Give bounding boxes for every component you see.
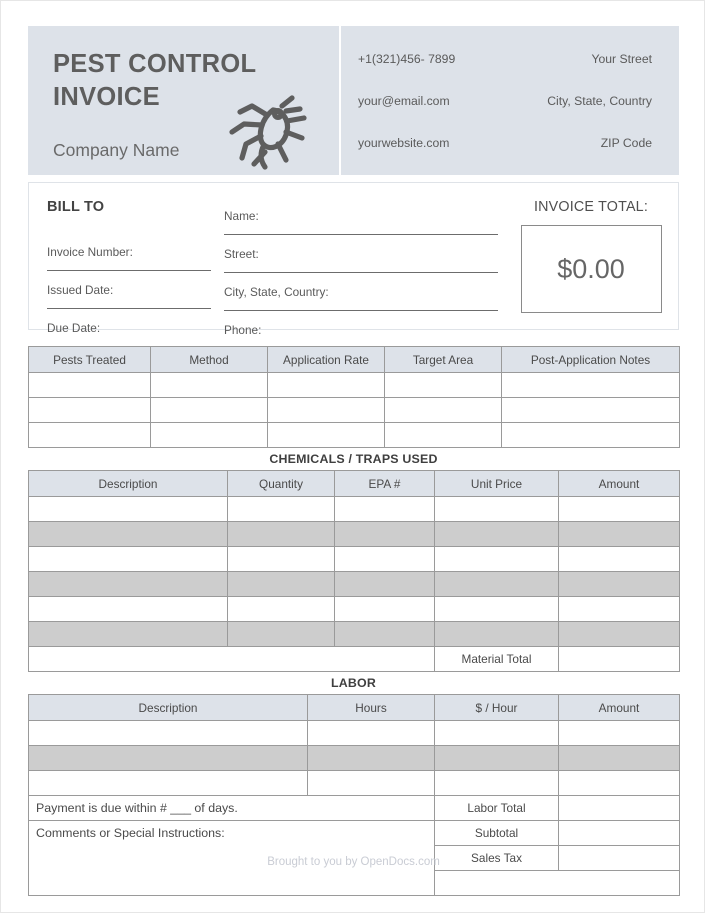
customer-phone-field[interactable] [224, 311, 498, 349]
column-header-post-application-notes: Post-Application Notes [502, 347, 680, 373]
spacer-cell [29, 647, 435, 672]
cell-description[interactable] [29, 522, 228, 547]
cell-unit-price[interactable] [435, 622, 559, 647]
cell-pests-treated[interactable] [29, 373, 151, 398]
column-header-epa-number: EPA # [335, 471, 435, 497]
company-name: Company Name [53, 140, 180, 160]
subtotal-label: Subtotal [435, 821, 559, 846]
grand-total-label: TOTAL [435, 871, 680, 896]
contact-row [358, 122, 652, 164]
material-total-value[interactable] [559, 647, 680, 672]
invoice-number-field[interactable] [47, 233, 211, 271]
column-header-description: Description [29, 471, 228, 497]
payment-terms-text[interactable]: Payment is due within # ___ of days. [29, 796, 435, 821]
material-total-row [29, 647, 680, 672]
cell-amount[interactable] [559, 497, 680, 522]
cell-hours[interactable] [308, 771, 435, 796]
cell-amount[interactable] [559, 572, 680, 597]
customer-street-label: Street: [224, 246, 259, 261]
column-header-quantity: Quantity [228, 471, 335, 497]
title-line-1: PEST CONTROL [53, 50, 257, 78]
customer-name-label: Name: [224, 208, 259, 223]
cell-post-application-notes[interactable] [502, 423, 680, 448]
cell-hours[interactable] [308, 746, 435, 771]
cell-amount[interactable] [559, 522, 680, 547]
table-row [29, 398, 680, 423]
column-header-amount: Amount [559, 471, 680, 497]
bug-icon [216, 88, 312, 174]
cell-description[interactable] [29, 497, 228, 522]
header-contact-block [341, 26, 679, 175]
cell-epa-number[interactable] [335, 497, 435, 522]
company-website: yourwebsite.com [358, 135, 450, 150]
cell-description[interactable] [29, 597, 228, 622]
cell-target-area[interactable] [385, 373, 502, 398]
cell-epa-number[interactable] [335, 597, 435, 622]
cell-method[interactable] [151, 423, 268, 448]
cell-quantity[interactable] [228, 497, 335, 522]
cell-target-area[interactable] [385, 423, 502, 448]
cell-post-application-notes[interactable] [502, 398, 680, 423]
table-row [29, 572, 680, 597]
cell-target-area[interactable] [385, 398, 502, 423]
bill-to-mid-column [224, 183, 504, 337]
invoice-number-label: Invoice Number: [47, 244, 133, 259]
table-row [29, 622, 680, 647]
bill-to-title: BILL TO [47, 199, 105, 215]
issued-date-field[interactable] [47, 271, 211, 309]
company-email: your@email.com [358, 93, 450, 108]
due-date-field[interactable] [47, 309, 211, 347]
comments-row [29, 821, 680, 846]
column-header-method: Method [151, 347, 268, 373]
cell-epa-number[interactable] [335, 622, 435, 647]
cell-epa-number[interactable] [335, 547, 435, 572]
column-header-pests-treated: Pests Treated [29, 347, 151, 373]
cell-unit-price[interactable] [435, 597, 559, 622]
table-row [29, 522, 680, 547]
table-row [29, 373, 680, 398]
cell-method[interactable] [151, 373, 268, 398]
cell-unit-price[interactable] [435, 497, 559, 522]
cell-unit-price[interactable] [435, 547, 559, 572]
title-line-2: INVOICE [53, 82, 160, 111]
cell-pests-treated[interactable] [29, 423, 151, 448]
column-header-unit-price: Unit Price [435, 471, 559, 497]
cell-epa-number[interactable] [335, 522, 435, 547]
cell-amount[interactable] [559, 746, 680, 771]
cell-amount[interactable] [559, 721, 680, 746]
table-header-row [29, 471, 680, 497]
cell-pests-treated[interactable] [29, 398, 151, 423]
invoice-total-label: INVOICE TOTAL: [533, 199, 649, 215]
chemicals-section-title: CHEMICALS / TRAPS USED [269, 452, 438, 466]
cell-description[interactable] [29, 622, 228, 647]
company-city: City, State, Country [547, 93, 652, 108]
labor-total-label: Labor Total [435, 796, 559, 821]
cell-quantity[interactable] [228, 622, 335, 647]
table-row [29, 547, 680, 572]
contact-row [358, 38, 652, 80]
cell-quantity[interactable] [228, 572, 335, 597]
cell-application-rate[interactable] [268, 373, 385, 398]
cell-application-rate[interactable] [268, 423, 385, 448]
cell-description[interactable] [29, 721, 308, 746]
cell-quantity[interactable] [228, 522, 335, 547]
invoice-header [28, 26, 679, 175]
cell-rate-per-hour[interactable] [435, 746, 559, 771]
company-street: Your Street [591, 51, 652, 66]
cell-amount[interactable] [559, 547, 680, 572]
cell-description[interactable] [29, 547, 228, 572]
column-header-application-rate: Application Rate [268, 347, 385, 373]
cell-amount[interactable] [559, 622, 680, 647]
labor-section-title: LABOR [330, 676, 377, 690]
customer-phone-label: Phone: [224, 323, 262, 337]
customer-city-label: City, State, Country: [224, 284, 329, 299]
table-row [29, 423, 680, 448]
cell-quantity[interactable] [228, 597, 335, 622]
cell-description[interactable] [29, 572, 228, 597]
customer-name-field[interactable] [224, 197, 498, 235]
company-zip: ZIP Code [600, 135, 652, 150]
table-row [29, 497, 680, 522]
column-header-description: Description [29, 695, 308, 721]
table-row [29, 597, 680, 622]
cell-description[interactable] [29, 771, 308, 796]
header-branding [28, 26, 339, 175]
cell-rate-per-hour[interactable] [435, 771, 559, 796]
invoice-total-column [504, 183, 678, 329]
column-header-rate-per-hour: $ / Hour [435, 695, 559, 721]
chemicals-traps-table [28, 470, 680, 672]
labor-total-value[interactable] [559, 796, 680, 821]
cell-amount[interactable] [559, 771, 680, 796]
pests-treated-table [28, 346, 680, 448]
bill-to-left-column [29, 183, 224, 335]
cell-application-rate[interactable] [268, 398, 385, 423]
cell-rate-per-hour[interactable] [435, 721, 559, 746]
company-phone: +1(321)456- 7899 [358, 51, 456, 66]
cell-amount[interactable] [559, 597, 680, 622]
column-header-hours: Hours [308, 695, 435, 721]
cell-hours[interactable] [308, 721, 435, 746]
column-header-target-area: Target Area [385, 347, 502, 373]
cell-unit-price[interactable] [435, 522, 559, 547]
cell-epa-number[interactable] [335, 572, 435, 597]
due-date-label: Due Date: [47, 321, 101, 335]
invoice-total-value: $0.00 [521, 225, 662, 313]
cell-post-application-notes[interactable] [502, 373, 680, 398]
customer-city-field[interactable] [224, 273, 498, 311]
sales-tax-label: Sales Tax [435, 846, 559, 871]
contact-row [358, 80, 652, 122]
table-row [29, 721, 680, 746]
column-header-amount: Amount [559, 695, 680, 721]
table-header-row [29, 695, 680, 721]
table-row [29, 746, 680, 771]
issued-date-label: Issued Date: [47, 282, 114, 297]
subtotal-value[interactable] [559, 821, 680, 846]
payment-terms-row [29, 796, 680, 821]
bill-to-section [28, 182, 679, 337]
material-total-label: Material Total [435, 647, 559, 672]
cell-quantity[interactable] [228, 547, 335, 572]
footer-attribution: Brought to you by OpenDocs.com [267, 856, 440, 868]
table-header-row [29, 347, 680, 373]
cell-description[interactable] [29, 746, 308, 771]
cell-method[interactable] [151, 398, 268, 423]
comments-text[interactable]: Comments or Special Instructions: [29, 821, 435, 896]
cell-unit-price[interactable] [435, 572, 559, 597]
table-row [29, 771, 680, 796]
invoice-sheet [28, 26, 679, 890]
customer-street-field[interactable] [224, 235, 498, 273]
